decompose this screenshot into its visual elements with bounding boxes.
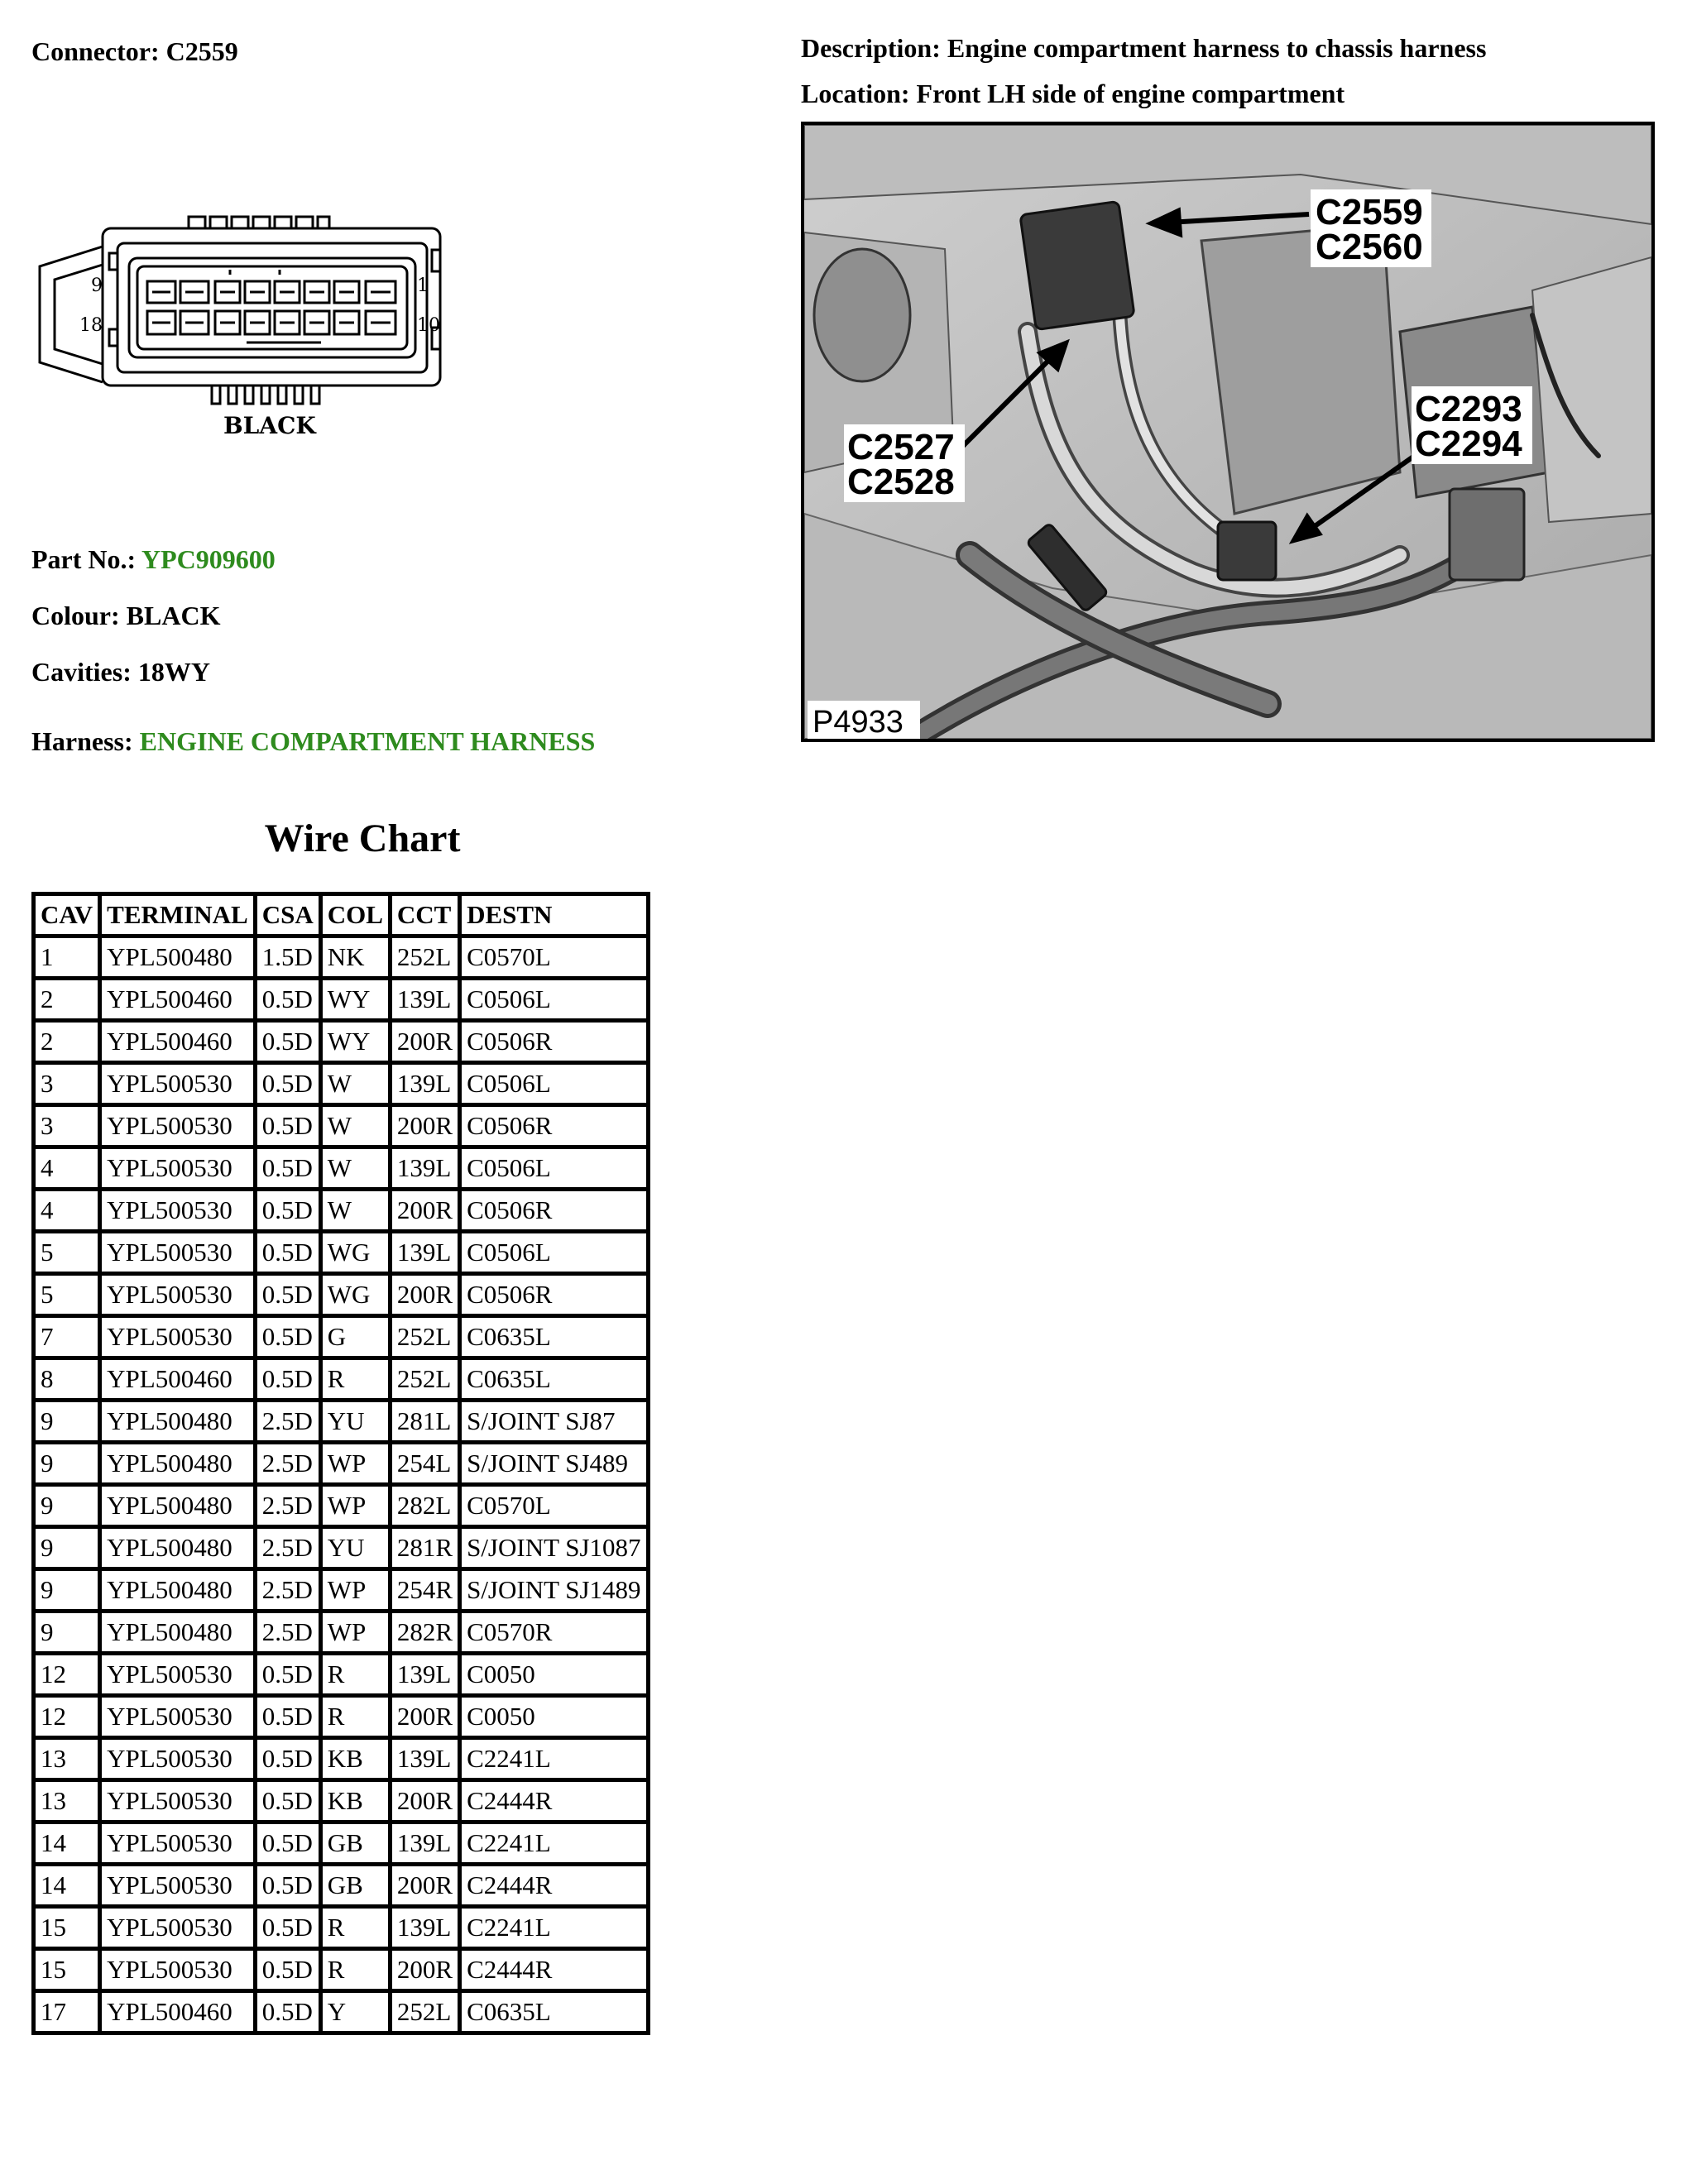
cell-cct: 139L bbox=[392, 980, 458, 1018]
cell-destn: C0506R bbox=[462, 1276, 645, 1314]
cell-col: YU bbox=[323, 1529, 388, 1567]
cell-destn: C0506L bbox=[462, 980, 645, 1018]
table-row bbox=[36, 938, 646, 976]
cell-terminal: YPL500530 bbox=[102, 1318, 253, 1356]
cell-csa: 2.5D bbox=[257, 1613, 319, 1651]
cell-cav: 8 bbox=[36, 1360, 98, 1398]
cell-col: NK bbox=[323, 938, 388, 976]
cell-cav: 9 bbox=[36, 1613, 98, 1651]
cell-cav: 4 bbox=[36, 1149, 98, 1187]
cell-cct: 254L bbox=[392, 1444, 458, 1482]
harness-label: Harness: ENGINE COMPARTMENT HARNESS bbox=[31, 726, 596, 756]
cell-cav: 4 bbox=[36, 1191, 98, 1229]
table-row bbox=[36, 1149, 646, 1187]
cell-terminal: YPL500530 bbox=[102, 1866, 253, 1904]
cell-csa: 2.5D bbox=[257, 1529, 319, 1567]
cell-terminal: YPL500460 bbox=[102, 1023, 253, 1061]
cell-csa: 0.5D bbox=[257, 1149, 319, 1187]
pin-label-18: 18 bbox=[79, 315, 103, 336]
cell-cav: 14 bbox=[36, 1866, 98, 1904]
cell-cct: 200R bbox=[392, 1782, 458, 1820]
cell-destn: C0506L bbox=[462, 1149, 645, 1187]
cell-destn: C0506R bbox=[462, 1107, 645, 1145]
cell-col: G bbox=[323, 1318, 388, 1356]
cell-terminal: YPL500530 bbox=[102, 1276, 253, 1314]
cell-terminal: YPL500480 bbox=[102, 1402, 253, 1440]
cell-cav: 9 bbox=[36, 1571, 98, 1609]
connector-location-photo bbox=[801, 122, 1655, 742]
cell-col: WP bbox=[323, 1613, 388, 1651]
cell-col: WP bbox=[323, 1487, 388, 1525]
cell-destn: S/JOINT SJ1087 bbox=[462, 1529, 645, 1567]
table-row bbox=[36, 1276, 646, 1314]
cell-destn: C2241L bbox=[462, 1824, 645, 1862]
table-row bbox=[36, 1233, 646, 1272]
cell-csa: 0.5D bbox=[257, 1023, 319, 1061]
cell-col: YU bbox=[323, 1402, 388, 1440]
cell-destn: C0635L bbox=[462, 1360, 645, 1398]
cell-csa: 0.5D bbox=[257, 1276, 319, 1314]
cell-cav: 1 bbox=[36, 938, 98, 976]
column-header-cct: CCT bbox=[392, 896, 458, 934]
cell-terminal: YPL500460 bbox=[102, 1360, 253, 1398]
table-row bbox=[36, 1065, 646, 1103]
cell-destn: C2444R bbox=[462, 1951, 645, 1989]
cell-destn: C0570R bbox=[462, 1613, 645, 1651]
cell-cav: 9 bbox=[36, 1529, 98, 1567]
cell-cav: 2 bbox=[36, 1023, 98, 1061]
cell-terminal: YPL500460 bbox=[102, 1993, 253, 2031]
cell-cct: 200R bbox=[392, 1276, 458, 1314]
cell-cct: 200R bbox=[392, 1951, 458, 1989]
column-header-terminal: TERMINAL bbox=[102, 896, 253, 934]
cell-col: R bbox=[323, 1698, 388, 1736]
table-row bbox=[36, 1782, 646, 1820]
cell-cav: 3 bbox=[36, 1065, 98, 1103]
harness-value: ENGINE COMPARTMENT HARNESS bbox=[139, 726, 596, 756]
table-row bbox=[36, 1107, 646, 1145]
cell-col: W bbox=[323, 1065, 388, 1103]
cell-cav: 15 bbox=[36, 1951, 98, 1989]
cell-cav: 13 bbox=[36, 1740, 98, 1778]
cell-destn: C2241L bbox=[462, 1740, 645, 1778]
cell-cct: 282L bbox=[392, 1487, 458, 1525]
cell-csa: 0.5D bbox=[257, 1782, 319, 1820]
cell-csa: 0.5D bbox=[257, 1191, 319, 1229]
cell-csa: 0.5D bbox=[257, 1360, 319, 1398]
column-header-csa: CSA bbox=[257, 896, 319, 934]
cell-cct: 281L bbox=[392, 1402, 458, 1440]
cell-terminal: YPL500530 bbox=[102, 1824, 253, 1862]
cell-csa: 0.5D bbox=[257, 1318, 319, 1356]
table-row bbox=[36, 1487, 646, 1525]
cell-cav: 7 bbox=[36, 1318, 98, 1356]
table-row bbox=[36, 1571, 646, 1609]
photo-code: P4933 bbox=[812, 705, 904, 739]
cell-cav: 15 bbox=[36, 1909, 98, 1947]
cell-col: R bbox=[323, 1951, 388, 1989]
cell-terminal: YPL500530 bbox=[102, 1740, 253, 1778]
cell-csa: 0.5D bbox=[257, 1698, 319, 1736]
cell-destn: C0570L bbox=[462, 1487, 645, 1525]
table-row bbox=[36, 1909, 646, 1947]
cavities-label: Cavities: 18WY bbox=[31, 657, 210, 687]
table-row bbox=[36, 1655, 646, 1693]
table-row bbox=[36, 1402, 646, 1440]
part-no-value: YPC909600 bbox=[141, 544, 276, 574]
cell-cav: 13 bbox=[36, 1782, 98, 1820]
cell-col: KB bbox=[323, 1782, 388, 1820]
colour-value: BLACK bbox=[126, 601, 221, 630]
cell-csa: 2.5D bbox=[257, 1402, 319, 1440]
cell-csa: 0.5D bbox=[257, 1909, 319, 1947]
cell-cct: 139L bbox=[392, 1824, 458, 1862]
cell-col: W bbox=[323, 1149, 388, 1187]
cell-cav: 9 bbox=[36, 1487, 98, 1525]
cell-destn: C0506R bbox=[462, 1023, 645, 1061]
cell-cav: 2 bbox=[36, 980, 98, 1018]
diagram-colour-text: BLACK bbox=[223, 412, 316, 439]
cell-cct: 139L bbox=[392, 1655, 458, 1693]
cell-terminal: YPL500480 bbox=[102, 1571, 253, 1609]
table-row bbox=[36, 1529, 646, 1567]
cell-cct: 282R bbox=[392, 1613, 458, 1651]
cell-csa: 1.5D bbox=[257, 938, 319, 976]
cell-destn: C2241L bbox=[462, 1909, 645, 1947]
connector-value: C2559 bbox=[165, 36, 238, 66]
cell-col: R bbox=[323, 1909, 388, 1947]
table-row bbox=[36, 1444, 646, 1482]
cell-destn: S/JOINT SJ87 bbox=[462, 1402, 645, 1440]
cell-cct: 139L bbox=[392, 1740, 458, 1778]
cell-csa: 0.5D bbox=[257, 1993, 319, 2031]
cell-cct: 252L bbox=[392, 1360, 458, 1398]
cell-csa: 0.5D bbox=[257, 1951, 319, 1989]
cell-csa: 0.5D bbox=[257, 980, 319, 1018]
callout-c2528: C2528 bbox=[847, 462, 955, 502]
cell-csa: 0.5D bbox=[257, 1107, 319, 1145]
table-row bbox=[36, 1824, 646, 1862]
cell-csa: 0.5D bbox=[257, 1866, 319, 1904]
cell-cct: 200R bbox=[392, 1866, 458, 1904]
cell-destn: C0506R bbox=[462, 1191, 645, 1229]
colour-label: Colour: BLACK bbox=[31, 601, 221, 630]
cell-destn: S/JOINT SJ489 bbox=[462, 1444, 645, 1482]
cell-destn: C0506L bbox=[462, 1233, 645, 1272]
cell-terminal: YPL500530 bbox=[102, 1065, 253, 1103]
table-row bbox=[36, 1191, 646, 1229]
cell-csa: 0.5D bbox=[257, 1233, 319, 1272]
table-row bbox=[36, 1866, 646, 1904]
cell-cct: 252L bbox=[392, 1993, 458, 2031]
location-value: Front LH side of engine compartment bbox=[916, 79, 1345, 108]
cell-terminal: YPL500480 bbox=[102, 1613, 253, 1651]
cell-cav: 9 bbox=[36, 1444, 98, 1482]
callout-c2559: C2559 bbox=[1316, 192, 1423, 232]
cell-terminal: YPL500480 bbox=[102, 1529, 253, 1567]
callout-c2294: C2294 bbox=[1415, 424, 1522, 464]
cell-destn: C0506L bbox=[462, 1065, 645, 1103]
cell-cav: 5 bbox=[36, 1276, 98, 1314]
cell-cct: 139L bbox=[392, 1149, 458, 1187]
cell-terminal: YPL500460 bbox=[102, 980, 253, 1018]
cell-terminal: YPL500480 bbox=[102, 938, 253, 976]
cell-col: WG bbox=[323, 1233, 388, 1272]
cell-col: WP bbox=[323, 1571, 388, 1609]
cell-col: WG bbox=[323, 1276, 388, 1314]
cell-cct: 139L bbox=[392, 1065, 458, 1103]
cell-cct: 200R bbox=[392, 1023, 458, 1061]
column-header-col: COL bbox=[323, 896, 388, 934]
cell-terminal: YPL500530 bbox=[102, 1782, 253, 1820]
cell-col: W bbox=[323, 1107, 388, 1145]
table-row bbox=[36, 1318, 646, 1356]
cell-terminal: YPL500480 bbox=[102, 1444, 253, 1482]
cell-col: WY bbox=[323, 1023, 388, 1061]
cell-csa: 0.5D bbox=[257, 1065, 319, 1103]
cell-cct: 254R bbox=[392, 1571, 458, 1609]
cell-col: R bbox=[323, 1655, 388, 1693]
pin-label-10: 10 bbox=[417, 315, 440, 336]
cell-destn: C2444R bbox=[462, 1866, 645, 1904]
cell-cct: 200R bbox=[392, 1107, 458, 1145]
table-row bbox=[36, 980, 646, 1018]
description-label: Description: Engine compartment harness to chassis harness bbox=[801, 33, 1487, 63]
cell-terminal: YPL500480 bbox=[102, 1487, 253, 1525]
table-row bbox=[36, 1698, 646, 1736]
location-label: Location: Front LH side of engine compartment bbox=[801, 79, 1345, 108]
cell-col: WY bbox=[323, 980, 388, 1018]
table-row bbox=[36, 1740, 646, 1778]
cavities-value: 18WY bbox=[137, 657, 210, 687]
column-header-destn: DESTN bbox=[462, 896, 645, 934]
cell-terminal: YPL500530 bbox=[102, 1655, 253, 1693]
cell-col: Y bbox=[323, 1993, 388, 2031]
connector-face-diagram bbox=[31, 207, 453, 447]
cell-destn: C0635L bbox=[462, 1993, 645, 2031]
cell-terminal: YPL500530 bbox=[102, 1698, 253, 1736]
table-row bbox=[36, 1951, 646, 1989]
cell-cav: 17 bbox=[36, 1993, 98, 2031]
column-header-cav: CAV bbox=[36, 896, 98, 934]
cell-cav: 14 bbox=[36, 1824, 98, 1862]
cell-cct: 252L bbox=[392, 1318, 458, 1356]
pin-label-1: 1 bbox=[417, 275, 429, 296]
cell-col: GB bbox=[323, 1824, 388, 1862]
table-row bbox=[36, 1993, 646, 2031]
cell-cav: 9 bbox=[36, 1402, 98, 1440]
cell-destn: C0050 bbox=[462, 1655, 645, 1693]
cell-csa: 0.5D bbox=[257, 1655, 319, 1693]
cell-cct: 200R bbox=[392, 1191, 458, 1229]
cell-destn: C0635L bbox=[462, 1318, 645, 1356]
pin-label-9: 9 bbox=[91, 275, 103, 296]
wire-chart-table bbox=[31, 892, 650, 2035]
table-row bbox=[36, 1023, 646, 1061]
cell-csa: 2.5D bbox=[257, 1571, 319, 1609]
callout-c2527: C2527 bbox=[847, 427, 955, 467]
cell-destn: S/JOINT SJ1489 bbox=[462, 1571, 645, 1609]
cell-cct: 139L bbox=[392, 1233, 458, 1272]
description-value: Engine compartment harness to chassis harness bbox=[947, 33, 1487, 63]
part-no-label: Part No.: YPC909600 bbox=[31, 544, 276, 574]
callout-c2560: C2560 bbox=[1316, 227, 1423, 267]
wire-chart-title: Wire Chart bbox=[264, 817, 461, 860]
wire-chart-body bbox=[36, 938, 646, 2031]
cell-destn: C2444R bbox=[462, 1782, 645, 1820]
cell-terminal: YPL500530 bbox=[102, 1909, 253, 1947]
table-row bbox=[36, 1613, 646, 1651]
cell-destn: C0050 bbox=[462, 1698, 645, 1736]
cell-terminal: YPL500530 bbox=[102, 1107, 253, 1145]
cell-col: WP bbox=[323, 1444, 388, 1482]
cell-col: W bbox=[323, 1191, 388, 1229]
cell-destn: C0570L bbox=[462, 938, 645, 976]
callout-c2293: C2293 bbox=[1415, 389, 1522, 429]
cell-cav: 12 bbox=[36, 1655, 98, 1693]
cell-csa: 0.5D bbox=[257, 1824, 319, 1862]
cell-cav: 12 bbox=[36, 1698, 98, 1736]
cell-terminal: YPL500530 bbox=[102, 1233, 253, 1272]
cell-cct: 139L bbox=[392, 1909, 458, 1947]
cell-col: KB bbox=[323, 1740, 388, 1778]
cell-cav: 3 bbox=[36, 1107, 98, 1145]
cell-terminal: YPL500530 bbox=[102, 1951, 253, 1989]
cell-cav: 5 bbox=[36, 1233, 98, 1272]
wire-chart-header-row bbox=[36, 896, 646, 934]
cell-csa: 2.5D bbox=[257, 1487, 319, 1525]
cell-col: GB bbox=[323, 1866, 388, 1904]
table-row bbox=[36, 1360, 646, 1398]
cell-terminal: YPL500530 bbox=[102, 1191, 253, 1229]
cell-csa: 2.5D bbox=[257, 1444, 319, 1482]
cell-terminal: YPL500530 bbox=[102, 1149, 253, 1187]
connector-label: Connector: C2559 bbox=[31, 36, 238, 66]
cell-cct: 200R bbox=[392, 1698, 458, 1736]
cell-cct: 252L bbox=[392, 938, 458, 976]
cell-csa: 0.5D bbox=[257, 1740, 319, 1778]
cell-cct: 281R bbox=[392, 1529, 458, 1567]
cell-col: R bbox=[323, 1360, 388, 1398]
